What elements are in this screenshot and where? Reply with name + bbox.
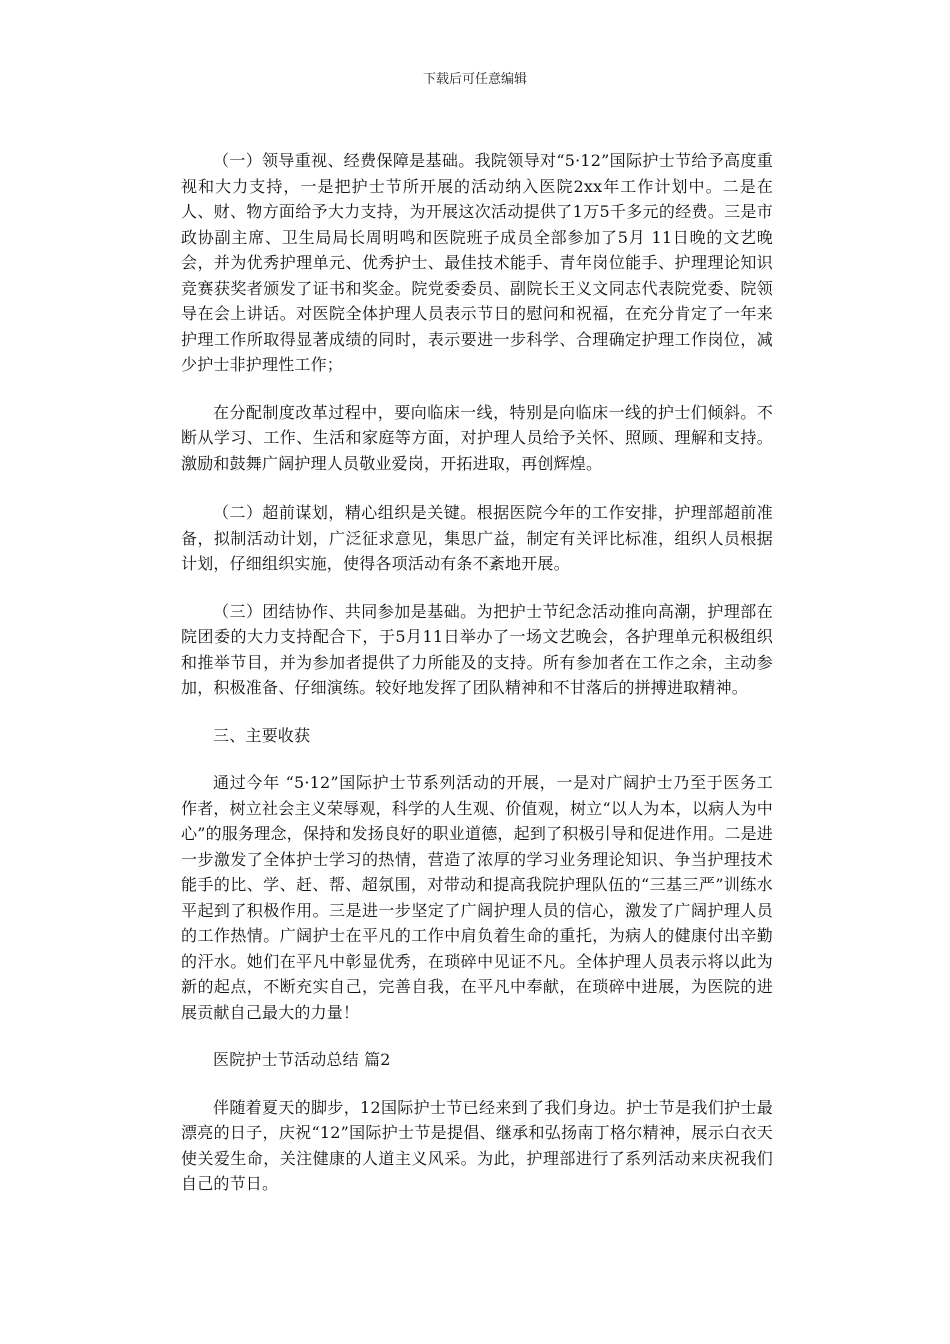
paragraph-cooperation: （三）团结协作、共同参加是基础。为把护士节纪念活动推向高潮，护理部在院团委的大力支持配合下，于5月11日举办了一场文艺晚会，各护理单元积极组织和推举节目，并为参加者提供了力所能及的支持。所有参加者在工作之余，主动参加，积极准备、仔细演练。较好地发挥了团队精神和不甘落后的拼搏进取精神。 <box>181 601 773 697</box>
section-heading-main-gains: 三、主要收获 <box>213 725 311 745</box>
paragraph-gains: 通过今年 “5·12”国际护士节系列活动的开展，一是对广阔护士乃至于医务工作者，树立社会主义荣辱观，科学的人生观、价值观，树立“以人为本，以病人为中心”的服务理念，保持和发扬良好的职业道德，起到了积极引导和促进作用。二是进一步激发了全体护士学习的热情，营造了浓厚的学习业务理论知识、争当护理技术能手的比、学、赶、帮、超氛围，对带动和提高我院护理队伍的“三基三严”训练水平起到了积极作用。三是进一步坚定了广阔护理人员的信心，激发了广阔护理人员的工作热情。广阔护士在平凡的工作中肩负着生命的重托，为病人的健康付出辛勤的汗水。她们在平凡中彰显优秀，在琐碎中见证不凡。全体护理人员表示将以此为新的起点，不断充实自己，完善自我，在平凡中奉献，在琐碎中进展，为医院的进展贡献自己最大的力量！ <box>181 773 773 1022</box>
paragraph-leadership: （一）领导重视、经费保障是基础。我院领导对“5·12”国际护士节给予高度重视和大力支持，一是把护士节所开展的活动纳入医院2xx年工作计划中。二是在人、财、物方面给予大力支持，为开展这次活动提供了1万5千多元的经费。三是市政协副主席、卫生局局长周明鸣和医院班子成员全部参加了5月 11日晚的文艺晚会，并为优秀护理单元、优秀护士、最佳技术能手、青年岗位能手、护理理论知识竞赛获奖者颁发了证书和奖金。院党委委员、副院长王义文同志代表院党委、院领导在会上讲话。对医院全体护理人员表示节日的慰问和祝福，在充分肯定了一年来护理工作所取得显著成绩的同时，表示要进一步科学、合理确定护理工作岗位，减少护士非护理性工作； <box>181 151 773 374</box>
document-body <box>181 148 773 1197</box>
header-note: 下载后可任意编辑 <box>422 72 527 87</box>
paragraph-summer: 伴随着夏天的脚步，12国际护士节已经来到了我们身边。护士节是我们护士最漂亮的日子，庆祝“12”国际护士节是提倡、继承和弘扬南丁格尔精神，展示白衣天使关爱生命，关注健康的人道主义风采。为此，护理部进行了系列活动来庆祝我们自己的节日。 <box>181 1097 773 1193</box>
paragraph-distribution-reform: 在分配制度改革过程中，要向临床一线，特别是向临床一线的护士们倾斜。不断从学习、工作、生活和家庭等方面，对护理人员给予关怀、照顾、理解和支持。激励和鼓舞广阔护理人员敬业爱岗，开拓进取，再创辉煌。 <box>181 402 773 473</box>
paragraph-planning: （二）超前谋划，精心组织是关键。根据医院今年的工作安排，护理部超前准备，拟制活动计划，广泛征求意见，集思广益，制定有关评比标准，组织人员根据计划，仔细组织实施，使得各项活动有条不紊地开展。 <box>181 503 773 573</box>
section-heading-part-2: 医院护士节活动总结 篇2 <box>213 1050 391 1069</box>
